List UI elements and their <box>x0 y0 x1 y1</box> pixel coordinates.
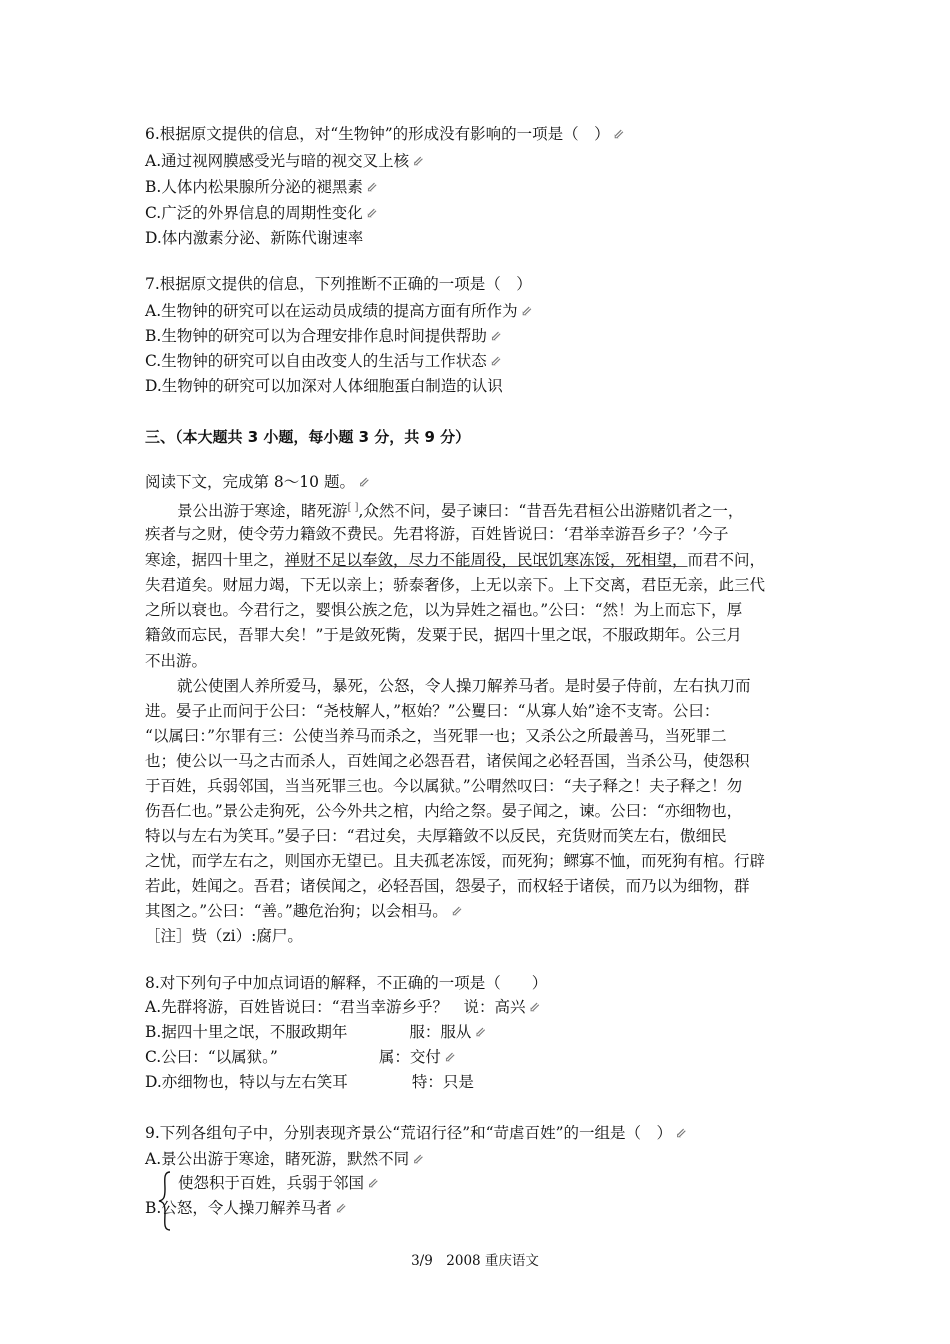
curly-brace-icon <box>158 1171 172 1231</box>
return-mark-icon: ⇙ <box>450 904 463 920</box>
return-mark-icon: ⇙ <box>412 154 424 170</box>
q7-option-b: B.生物钟的研究可以为合理安排作息时间提供帮助 ⇙ <box>145 327 502 345</box>
q8-option-c: C.公曰：“以属狱。” 属：交付 ⇙ <box>145 1048 456 1066</box>
passage-note: ［注］赀（zi）:腐尸。 <box>145 927 303 945</box>
passage-p1-line-2: 疾者与之财，使令劳力籍敛不费民。先君将游，百姓皆说曰：‘君举幸游吾乡子？’今子 <box>145 525 729 543</box>
passage-p1-line-6: 籍敛而忘民，吾罪大矣！”于是敛死胔，发粟于民，据四十里之氓，不服政期年。公三月 <box>145 626 742 644</box>
passage-intro: 阅读下文，完成第 8～10 题。 ⇙ <box>145 473 370 491</box>
passage-p2-line-5: 于百姓，兵弱邻国，当当死罪三也。今以属狱。”公喟然叹曰：“夫子释之！夫子释之！勿 <box>145 777 743 795</box>
page-footer: 3/9 2008 重庆语文 <box>411 1253 539 1269</box>
footnote-marker: [ ] <box>347 502 359 513</box>
passage-p2-line-1: 就公使圉人养所爱马，暴死，公怒，令人操刀解养马者。是时晏子侍前，左右执刀而 <box>177 677 751 695</box>
q9-option-a: A.景公出游于寒途，睹死游，默然不同 ⇙ <box>145 1150 424 1168</box>
q8-stem: 8.对下列句子中加点词语的解释，不正确的一项是（ ） <box>145 974 548 992</box>
q9-option-a-line-2: 使怨积于百姓，兵弱于邻国 ⇙ <box>178 1174 379 1192</box>
return-mark-icon: ⇙ <box>474 1025 487 1041</box>
q6-stem: 6.根据原文提供的信息，对“生物钟”的形成没有影响的一项是（ ） ⇙ <box>145 125 625 143</box>
return-mark-icon: ⇙ <box>489 354 502 370</box>
passage-p2-line-7: 特以与左右为笑耳。”晏子曰：“君过矣，夫厚籍敛不以反民，充货财而笑左右，傲细民 <box>145 827 727 845</box>
q8-option-d: D.亦细物也，特以与左右笑耳 特：只是 <box>145 1073 474 1091</box>
passage-p1-line-1: 景公出游于寒途，睹死游[ ],众然不问，晏子谏曰：“昔吾先君桓公出游赌饥者之一， <box>177 502 744 521</box>
return-mark-icon: ⇙ <box>357 475 370 491</box>
passage-p2-line-8: 之忧，而学左右之，则国亦无望已。且夫孤老冻馁，而死狗；鳏寡不恤，而死狗有棺。行辟 <box>145 852 766 870</box>
passage-p1-line-4: 失君道矣。财屈力竭，下无以亲上；骄泰奢侈，上无以亲下。上下交离，君臣无亲，此三代 <box>145 576 766 594</box>
passage-p2-line-3: “以属曰：”尔罪有三：公使当养马而杀之，当死罪一也；又杀公之所最善马，当死罪二 <box>145 727 727 745</box>
passage-p1-line-3: 寒途，据四十里之，禅财不足以奉敛，尽力不能周役，民氓饥寒冻馁，死相望，而君不问， <box>145 551 766 569</box>
passage-p2-line-9: 若此，姓闻之。吾君；诸侯闻之，必轻吾国，怨晏子，而权轻于诸侯，而乃以为细物，群 <box>145 877 750 895</box>
return-mark-icon: ⇙ <box>675 1126 687 1142</box>
passage-p1-line-5: 之所以衰也。今君行之，婴惧公族之危，以为异姓之福也。”公曰：“然！为上而忘下，厚 <box>145 601 743 619</box>
passage-p1-line-7: 不出游。 <box>145 652 208 670</box>
q7-option-c: C.生物钟的研究可以自由改变人的生活与工作状态 ⇙ <box>145 352 502 370</box>
section-3-title: 三、（本大题共 3 小题，每小题 3 分，共 9 分） <box>145 428 471 446</box>
return-mark-icon: ⇙ <box>520 304 533 320</box>
q6-option-d: D.体内激素分泌、新陈代谢速率 <box>145 229 364 247</box>
return-mark-icon: ⇙ <box>412 1152 424 1168</box>
return-mark-icon: ⇙ <box>365 180 378 196</box>
return-mark-icon: ⇙ <box>365 206 378 222</box>
return-mark-icon: ⇙ <box>443 1050 456 1066</box>
q7-option-d: D.生物钟的研究可以加深对人体细胞蛋白制造的认识 <box>145 377 503 395</box>
passage-p2-line-4: 也；使公以一马之古而杀人，百姓闻之必怨吾君，诸侯闻之必轻吾国，当杀公马，使怨积 <box>145 752 750 770</box>
q6-option-a: A.通过视网膜感受光与暗的视交叉上核 ⇙ <box>145 152 424 170</box>
underlined-sentence: 禅财不足以奉敛，尽力不能周役，民氓饥寒冻馁，死相望， <box>284 551 688 569</box>
q9-option-b: B.公怒，令人操刀解养马者 ⇙ <box>145 1199 347 1217</box>
return-mark-icon: ⇙ <box>334 1201 347 1217</box>
passage-p2-line-6: 伤吾仁也。”景公走狗死，公今外共之棺，内给之祭。晏子闻之，谏。公曰：“亦细物也， <box>145 802 743 820</box>
return-mark-icon: ⇙ <box>367 1176 379 1192</box>
q8-option-b: B.据四十里之氓，不服政期年 服：服从 ⇙ <box>145 1023 487 1041</box>
q6-option-b: B.人体内松果腺所分泌的褪黑素 ⇙ <box>145 178 378 196</box>
return-mark-icon: ⇙ <box>489 329 502 345</box>
q9-stem: 9.下列各组句子中，分别表现齐景公“荒诏行径”和“苛虐百姓”的一组是（ ） ⇙ <box>145 1124 687 1142</box>
passage-p2-line-2: 进。晏子止而问于公曰：“尧枝解人，”枢始？”公矍曰：“从寡人始”途不支寄。公曰： <box>145 702 720 720</box>
q8-option-a: A.先群将游，百姓皆说曰：“君当幸游乡乎？ 说：高兴 ⇙ <box>145 998 541 1016</box>
q7-option-a: A.生物钟的研究可以在运动员成绩的提高方面有所作为 ⇙ <box>145 302 533 320</box>
passage-p2-line-10: 其图之。”公曰：“善。”趣危治狗；以会相马。 ⇙ <box>145 902 463 920</box>
return-mark-icon: ⇙ <box>612 127 625 143</box>
q6-option-c: C.广泛的外界信息的周期性变化 ⇙ <box>145 204 378 222</box>
return-mark-icon: ⇙ <box>528 1000 541 1016</box>
q7-stem: 7.根据原文提供的信息，下列推断不正确的一项是（ ） <box>145 275 532 293</box>
